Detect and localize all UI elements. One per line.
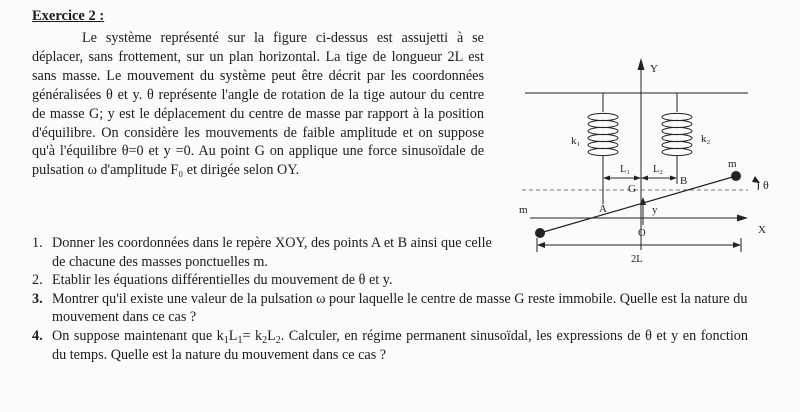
- y-axis-arrowhead: [638, 58, 645, 70]
- spring-k2: [662, 93, 692, 184]
- dimension-l1-arrowhead: [603, 176, 610, 181]
- spring-k2-label: k₂: [701, 133, 711, 145]
- point-g-label: G: [628, 183, 636, 195]
- spring-k1-label: k₁: [571, 135, 581, 147]
- question-number: 4.: [32, 327, 43, 344]
- point-b-label: B: [680, 175, 688, 187]
- dimension-l1-arrowhead-right: [634, 176, 641, 181]
- problem-statement-text: Le système représenté sur la figure ci-dessus est assujetti à se déplacer, sans frottement, sur un plan horizontal. La tige de longueur 2L est sans masse. Le mouvement du système peut être décrit par les coordonnées généralisées θ et y. θ représente l'angle de rotation de la tige autour du centre de masse G; y est le déplacement du centre de masse par rapport à la position d'équilibre. On considère les mouvements de faible amplitude et on suppose qu'à l'équilibre θ=0 et y =0. Au point G on applique une force sinusoïdale de pulsation ω d'amplitude F₀ et dirigée selon OY.: [32, 30, 484, 179]
- spring-k1: [588, 93, 618, 204]
- x-axis-arrowhead: [737, 215, 748, 222]
- exercise-title: Exercice 2 :: [32, 8, 105, 24]
- y-axis-label: Y: [650, 63, 658, 75]
- theta-label: θ: [763, 178, 769, 192]
- question-text: Donner les coordonnées dans le repère XOY, des points A et B ainsi que celle de chacune des masses ponctuelles m.: [52, 235, 492, 270]
- mass-right: [731, 171, 741, 181]
- dimension-l2-arrowhead-left: [641, 176, 648, 181]
- question-text: Etablir les équations différentielles du mouvement de θ et y.: [52, 272, 393, 289]
- dimension-2l-arrowhead-left: [537, 242, 545, 248]
- origin-label: O: [638, 228, 646, 239]
- dimension-l2-label: L₂: [653, 164, 664, 175]
- mass-left-label: m: [519, 204, 528, 216]
- y-displacement-label: y: [652, 204, 658, 216]
- dimension-2l-label: 2L: [631, 254, 643, 265]
- dimension-2l-arrowhead-right: [733, 242, 741, 248]
- question-number: 1.: [32, 235, 43, 251]
- question-text: Montrer qu'il existe une valeur de la pulsation ω pour laquelle le centre de masse G reste immobile. Quelle est la nature du mouvement dans ce cas ?: [52, 290, 748, 326]
- theta-arrowhead: [752, 176, 760, 183]
- dimension-l2-arrowhead: [670, 176, 677, 181]
- rod: [540, 176, 736, 233]
- x-axis-label: X: [758, 224, 766, 236]
- question-number: 2.: [32, 272, 43, 289]
- dimension-l1-label: L₁: [620, 164, 631, 175]
- mass-right-label: m: [728, 158, 737, 170]
- question-text: On suppose maintenant que $k_1L_1= k_2L_2$. Calculer, en régime permanent sinusoïdal, les expressions de θ et y en fonction du temps. Quelle est la nature du mouvement dans ce cas ?: [52, 327, 748, 363]
- point-a-label: A: [599, 203, 607, 215]
- mass-left: [535, 228, 545, 238]
- question-number: 3.: [32, 290, 43, 307]
